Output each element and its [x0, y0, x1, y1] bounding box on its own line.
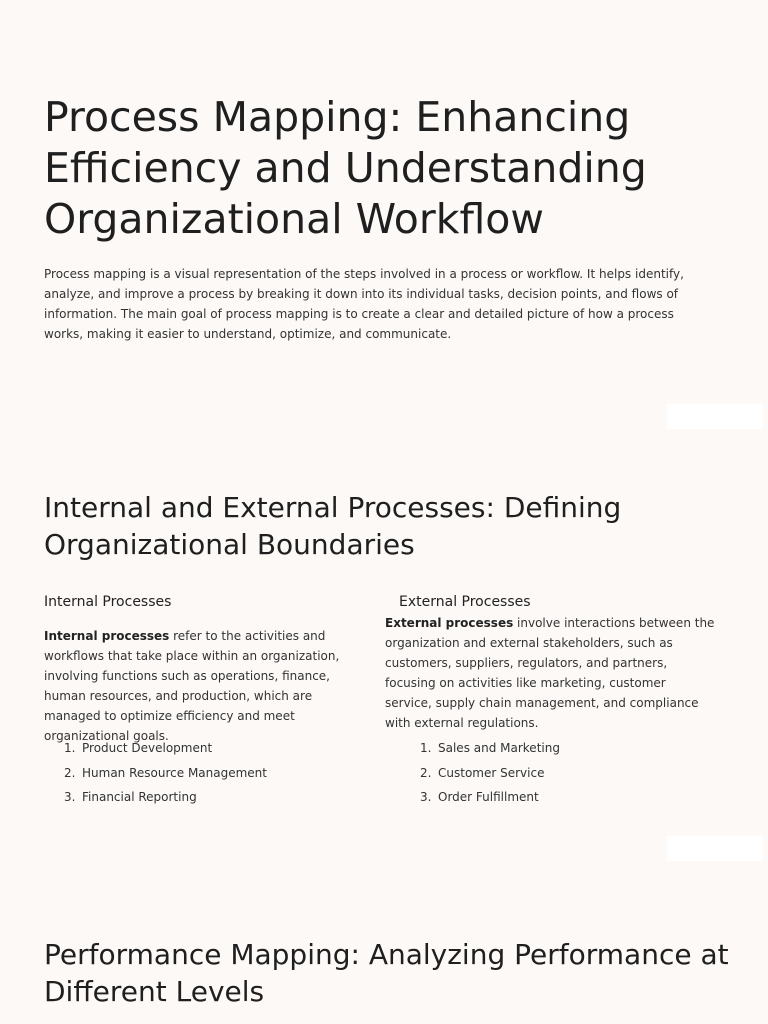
external-processes-lead: External processes [385, 616, 514, 630]
list-item [420, 790, 560, 815]
list-item-number: 3. [420, 790, 432, 804]
list-item-label: Financial Reporting [82, 790, 197, 804]
internal-processes-lead: Internal processes [44, 629, 170, 643]
page-title: Process Mapping: Enhancing Efficiency and Understanding Organizational Workflow [44, 93, 647, 243]
list-item-number: 1. [64, 741, 76, 755]
list-item-label: Sales and Marketing [438, 741, 560, 755]
external-processes-text: involve interactions between the organization and external stakeholders, such as customers, suppliers, regulators, and partners, focusing on activities like marketing, customer service, supply chain management, and compliance with external regulations. [385, 616, 715, 730]
external-processes-heading: External Processes [399, 594, 531, 610]
internal-processes-description [44, 626, 356, 746]
external-processes-description [385, 613, 715, 733]
list-item-number: 1. [420, 741, 432, 755]
list-item-label: Product Development [82, 741, 213, 755]
internal-processes-heading: Internal Processes [44, 594, 172, 610]
list-item [64, 766, 267, 791]
list-item [64, 741, 267, 766]
section-title-internal-external: Internal and External Processes: Defining Organizational Boundaries [44, 491, 622, 561]
list-item [64, 790, 267, 815]
list-item-number: 2. [420, 765, 432, 780]
internal-processes-list [64, 741, 267, 815]
section-divider-strip [667, 836, 763, 861]
list-item-label: Order Fulfillment [438, 790, 539, 804]
list-item-label: Customer Service [438, 765, 545, 780]
list-item [420, 766, 560, 791]
list-item-number: 3. [64, 790, 76, 804]
list-item-label: Human Resource Management [82, 765, 267, 780]
intro-paragraph: Process mapping is a visual representation of the steps involved in a process or workflow. It helps identify, analyze, and improve a process by breaking it down into its individual tasks, decision points, and flows of information. The main goal of process mapping is to create a clear and detailed picture of how a process works, making it easier to understand, optimize, and communicate. [44, 267, 684, 341]
section-title-performance-mapping: Performance Mapping: Analyzing Performance at Different Levels [44, 938, 729, 1008]
list-item-number: 2. [64, 765, 76, 780]
external-processes-list [420, 741, 560, 815]
list-item [420, 741, 560, 766]
section-divider-strip [667, 404, 763, 429]
internal-processes-text: refer to the activities and workflows that take place within an organization, involving functions such as operations, finance, human resources, and production, which are managed to optimize efficiency and meet organizational goals. [44, 629, 340, 743]
